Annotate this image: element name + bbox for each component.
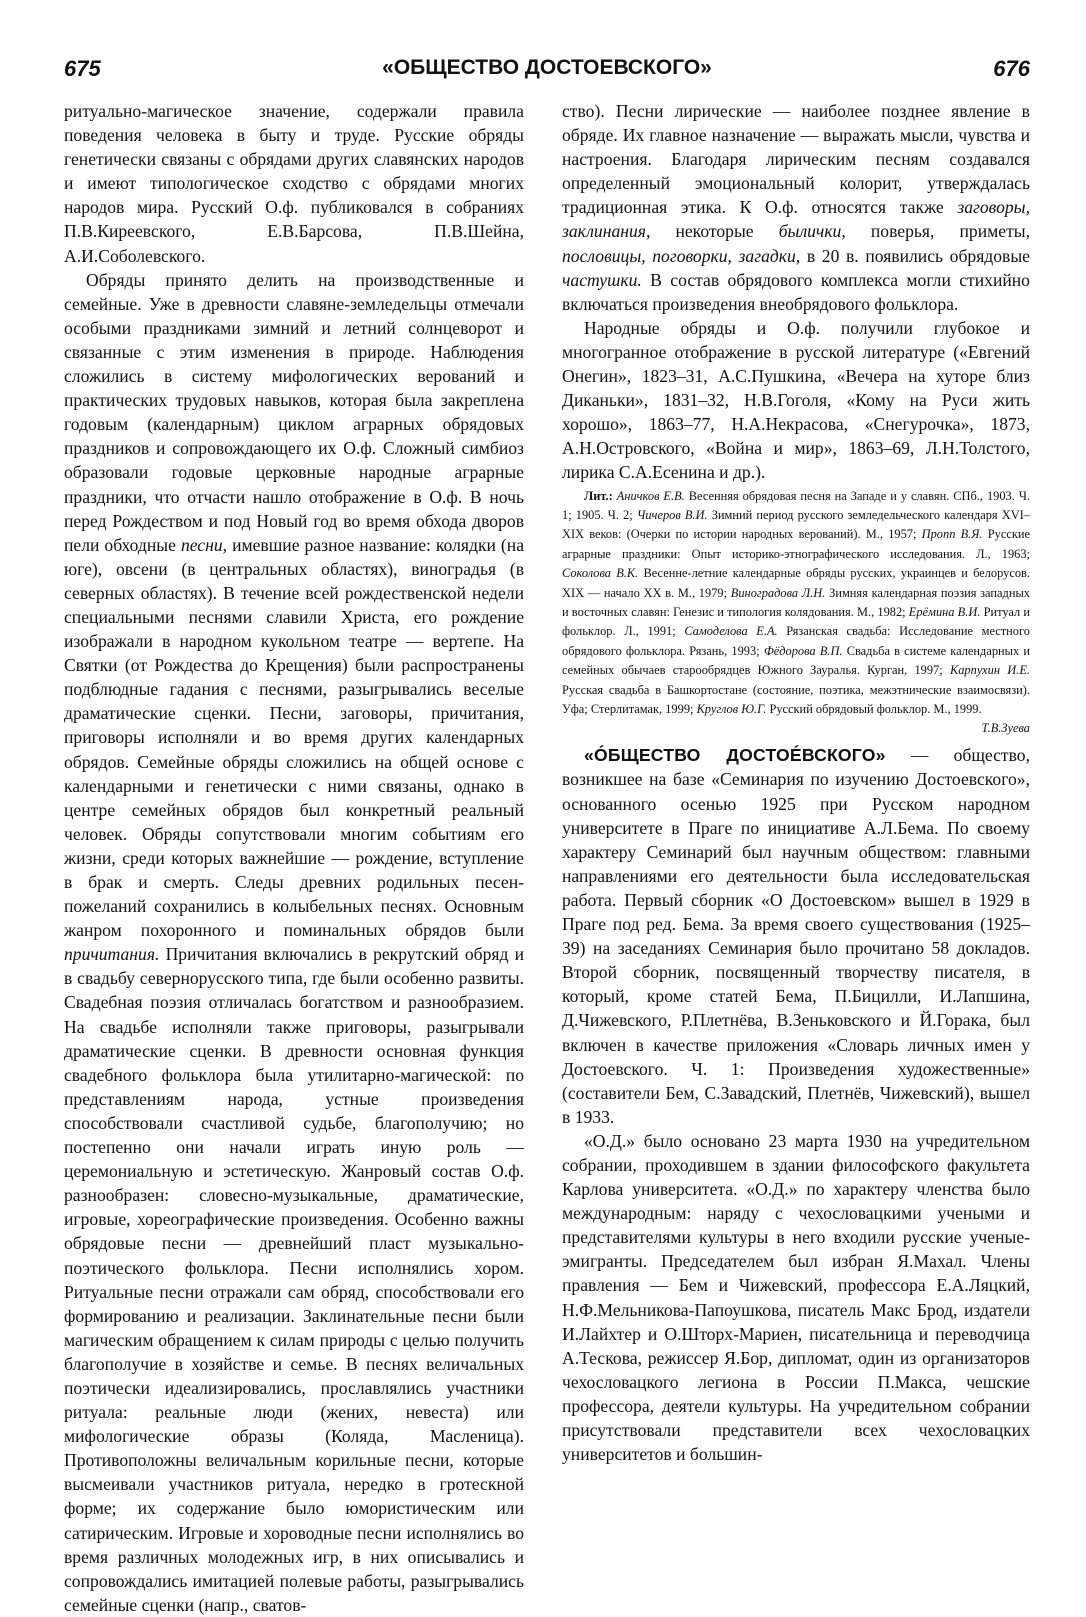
lit-title: Свадьба в системе календарных и семейных обычаев старообрядцев Южного Зауралья. Курган, 1997;	[562, 643, 1030, 678]
lit-author: Круглов Ю.Г.	[696, 701, 767, 716]
lit-author: Самоделова Е.А.	[684, 624, 778, 639]
lit-title: Рязанская свадьба: Исследование местного обрядового фольклора. Рязань, 1993;	[562, 624, 1030, 658]
text-run: имевшие разное название: колядки (на юге), овсени (в центральных областях), виноградья (в северных областях). В течение всей рождественской недели специальными песнями славили Христа, его рождение изображали в народном кукольном театре — вертепе. На Святки (от Рождества до Крещения) были распространены подблюдные гадания с песнями, разыгрывались веселые драматические сценки. Песни, заговоры, причитания, приговоры исполняли и во время других календарных обрядов. Семейные обряды сложились на общей основе с календарными и генетически с ними связаны, однако в центре семейных обрядов был конкретный реальный человек. Обряды сопутствовали многим событиям его жизни, среди которых важнейшие — рождение, вступление в брак и смерть. Следы древних родильных песен-пожеланий сохранились в колыбельных песнях. Основным жанром похоронного и поминальных обрядов были	[64, 534, 524, 941]
article-paragraph	[562, 743, 1030, 1129]
lit-title: Зимний период русского земледельческого календаря XVI–XIX веков: (Очерки по истории народных верований). М., 1957;	[562, 507, 1030, 542]
lit-author: Соколова В.К.	[562, 566, 639, 581]
paragraph: Народные обряды и О.ф. получили глубокое и многогранное отображение в русской литературе («Евгений Онегин», 1823–31, А.С.Пушкина, «Вечера на хуторе близ Диканьки», 1831–32, Н.В.Гоголя, «Кому на Руси жить хорошо», 1863–77, Н.А.Некрасова, «Снегурочка», 1873, А.Н.Островского, «Война и мир», 1863–69, Л.Н.Толстого, лирика С.А.Есенина и др.).	[562, 317, 1030, 483]
lit-title: Русская свадьба в Башкортостане (состояние, поэтика, межэтнические взаимосвязи). Уфа; Стерлитамак, 1999;	[562, 682, 1030, 716]
text-run: в 20 в. появились обрядовые	[806, 245, 1030, 266]
paragraph	[64, 268, 524, 1617]
italic-term: былички,	[778, 221, 846, 242]
lit-title: Русские аграрные праздники: Опыт историко-этнографического исследования. Л., 1963;	[562, 527, 1030, 561]
lit-title: Зимняя календарная поэзия западных и восточных славян: Генезис и типология колядования. М., 1982;	[562, 585, 1030, 619]
lit-author: Карпухин И.Е.	[950, 663, 1030, 678]
text-run: ство). Песни лирические — наиболее позднее явление в обряде. Их главное назначение — выражать мысли, чувства и настроения. Благодаря лирическим песням создавался определенный эмоциональный колорит, утверждалась традиционная этика. К О.ф. относятся также	[562, 101, 1030, 218]
article-headword: «ÓБЩЕСТВО ДОСТОÉВСКОГО»	[584, 745, 886, 766]
paragraph: «О.Д.» было основано 23 марта 1930 на учредительном собрании, проходившем в здании философского факультета Карлова университета. «О.Д.» по характеру членства было международным: наряду с чехословацкими учеными и представителями культуры в него входили русские ученые-эмигранты. Председателем был избран Я.Махал. Члены правления — Бем и Чижевский, профессора Е.А.Ляцкий, Н.Ф.Мельникова-Папоушкова, писатель Макс Брод, издатели И.Лайхтер и О.Шторх-Мариен, писательница и переводчица А.Тескова, режиссер Я.Бор, дипломат, один из организаторов чехословацкого легиона в России П.Макса, чешские профессора, деятели культуры. На учредительном собрании присутствовали представители всех чехословацких университетов и большин-	[562, 1130, 1030, 1465]
lit-title: Весенне-летние календарные обряды русских, украинцев и белорусов. XIX — начало XX в. М., 1979;	[562, 566, 1030, 600]
paragraph: ритуально-магическое значение, содержали правила поведения человека в быту и труде. Русские обряды генетически связаны с обрядами других славянских народов и имеют типологическое сходство с обрядами многих народов мира. Русский О.ф. публиковался в собраниях П.В.Киреевского, Е.В.Барсова, П.В.Шейна, А.И.Соболевского.	[64, 101, 524, 266]
text-run: некоторые	[675, 221, 754, 242]
running-title: «ОБЩЕСТВО ДОСТОЕВСКОГО»	[382, 56, 712, 79]
italic-term: причитания.	[64, 944, 160, 965]
lit-title: Ритуал и фольклор. Л., 1991;	[562, 604, 1030, 639]
lit-title: Русский обрядовый фольклор. М., 1999.	[769, 701, 982, 716]
page-number-right: 676	[993, 56, 1030, 81]
left-column	[64, 99, 524, 1617]
lit-author: Виноградова Л.Н.	[730, 585, 826, 600]
lit-author: Аничков Е.В.	[616, 488, 685, 503]
right-column	[562, 99, 1030, 1466]
lit-author: Чичеров В.И.	[636, 507, 708, 522]
running-header	[64, 56, 1030, 92]
lit-title: Весенняя обрядовая песня на Западе и у славян. СПб., 1903. Ч. 1; 1905. Ч. 2;	[562, 488, 1030, 522]
author-signature: Т.В.Зуева	[981, 721, 1030, 736]
text-run: Обряды принято делить на производственные и семейные. Уже в древности славяне-земледельцы отмечали особыми праздниками зимний и летний солнцеворот и связанные с этим изменения в природе. Наблюдения сложились в систему мифологических верований и практических трудовых навыков, которая была закреплена годовым (календарным) циклом аграрных обрядовых праздников и сопровождающего их О.ф. Сложный симбиоз образовали годовые церковные народные аграрные праздники, что отчасти нашло отображение в О.ф. В ночь перед Рождеством и под Новый год во время обхода дворов пели обходные	[64, 269, 524, 555]
literature-label: Лит.:	[584, 488, 613, 503]
text-run: поверья, приметы,	[870, 221, 1030, 242]
literature-list	[562, 487, 1030, 736]
text-run: — общество, возникшее на базе «Семинария по изучению Достоевского», основанного осенью 1925 при Русском народном университете в Праге по инициативе А.Л.Бема. По своему характеру Семинарий был научным обществом: главными направлениями его деятельности была исследовательская работа. Первый сборник «О Достоевском» вышел в 1929 в Праге под ред. Бема. За время своего существования (1925–39) на заседаниях Семинария было прочитано 58 докладов. Второй сборник, посвященный творчеству писателя, в который, кроме статей Бема, П.Бицилли, И.Лапшина, Д.Чижевского, Р.Плетнёва, В.Зеньковского и Й.Горака, был включен в качестве приложения «Словарь личных имен у Достоевского. Ч. 1: Произведения художественные» (составители Бем, С.Завадский, Плетнёв, Чижевский), вышел в 1933.	[562, 745, 1030, 1127]
paragraph	[562, 99, 1030, 316]
page-number-left: 675	[64, 56, 101, 81]
italic-term: песни,	[180, 534, 228, 555]
lit-author: Фёдорова В.П.	[763, 643, 843, 658]
text-run: В состав обрядового комплекса могли стихийно включаться произведения внеобрядового фольклора.	[562, 269, 1030, 314]
lit-author: Пропп В.Я.	[921, 527, 983, 542]
text-run: Причитания включались в рекрутский обряд и в свадьбу севернорусского типа, где были особенно развиты. Свадебная поэзия отличалась богатством и разнообразием. На свадьбе исполняли также приговоры, разыгрывали драматические сценки. В древности основная функция свадебного фольклора была утилитарно-магической: по представлениям народа, устные произведения способствовали счастливой судьбе, благополучию; но постепенно они начали играть иную роль — церемониальную и эстетическую. Жанровый состав О.ф. разнообразен: словесно-музыкальные, драматические, игровые, хореографические произведения. Особенно важны обрядовые песни — древнейший пласт музыкально-поэтического фольклора. Песни исполнялись хором. Ритуальные песни отражали сам обряд, способствовали его формированию и реализации. Заклинательные песни были магическим обращением к силам природы с целью получить благополучие в хозяйстве и семье. В песнях величальных поэтически идеализировались, прославлялись участники ритуала: реальные люди (жених, невеста) или мифологические образы (Коляда, Масленица). Противоположны величальным корильные песни, которые высмеивали участников ритуала, нередко в гротескной форме; их содержание было юмористическим или сатирическим. Игровые и хороводные песни исполнялись во время различных молодежных игр, в них описывались и сопровождались имитацией полевые работы, разыгрывались семейные сценки (напр., сватов-	[64, 944, 524, 1615]
italic-term: заговоры, заклинания,	[562, 197, 1030, 242]
italic-term: частушки.	[562, 269, 642, 290]
italic-term: пословицы, поговорки, загадки,	[562, 245, 801, 266]
lit-author: Ерёмина В.И.	[908, 604, 981, 619]
